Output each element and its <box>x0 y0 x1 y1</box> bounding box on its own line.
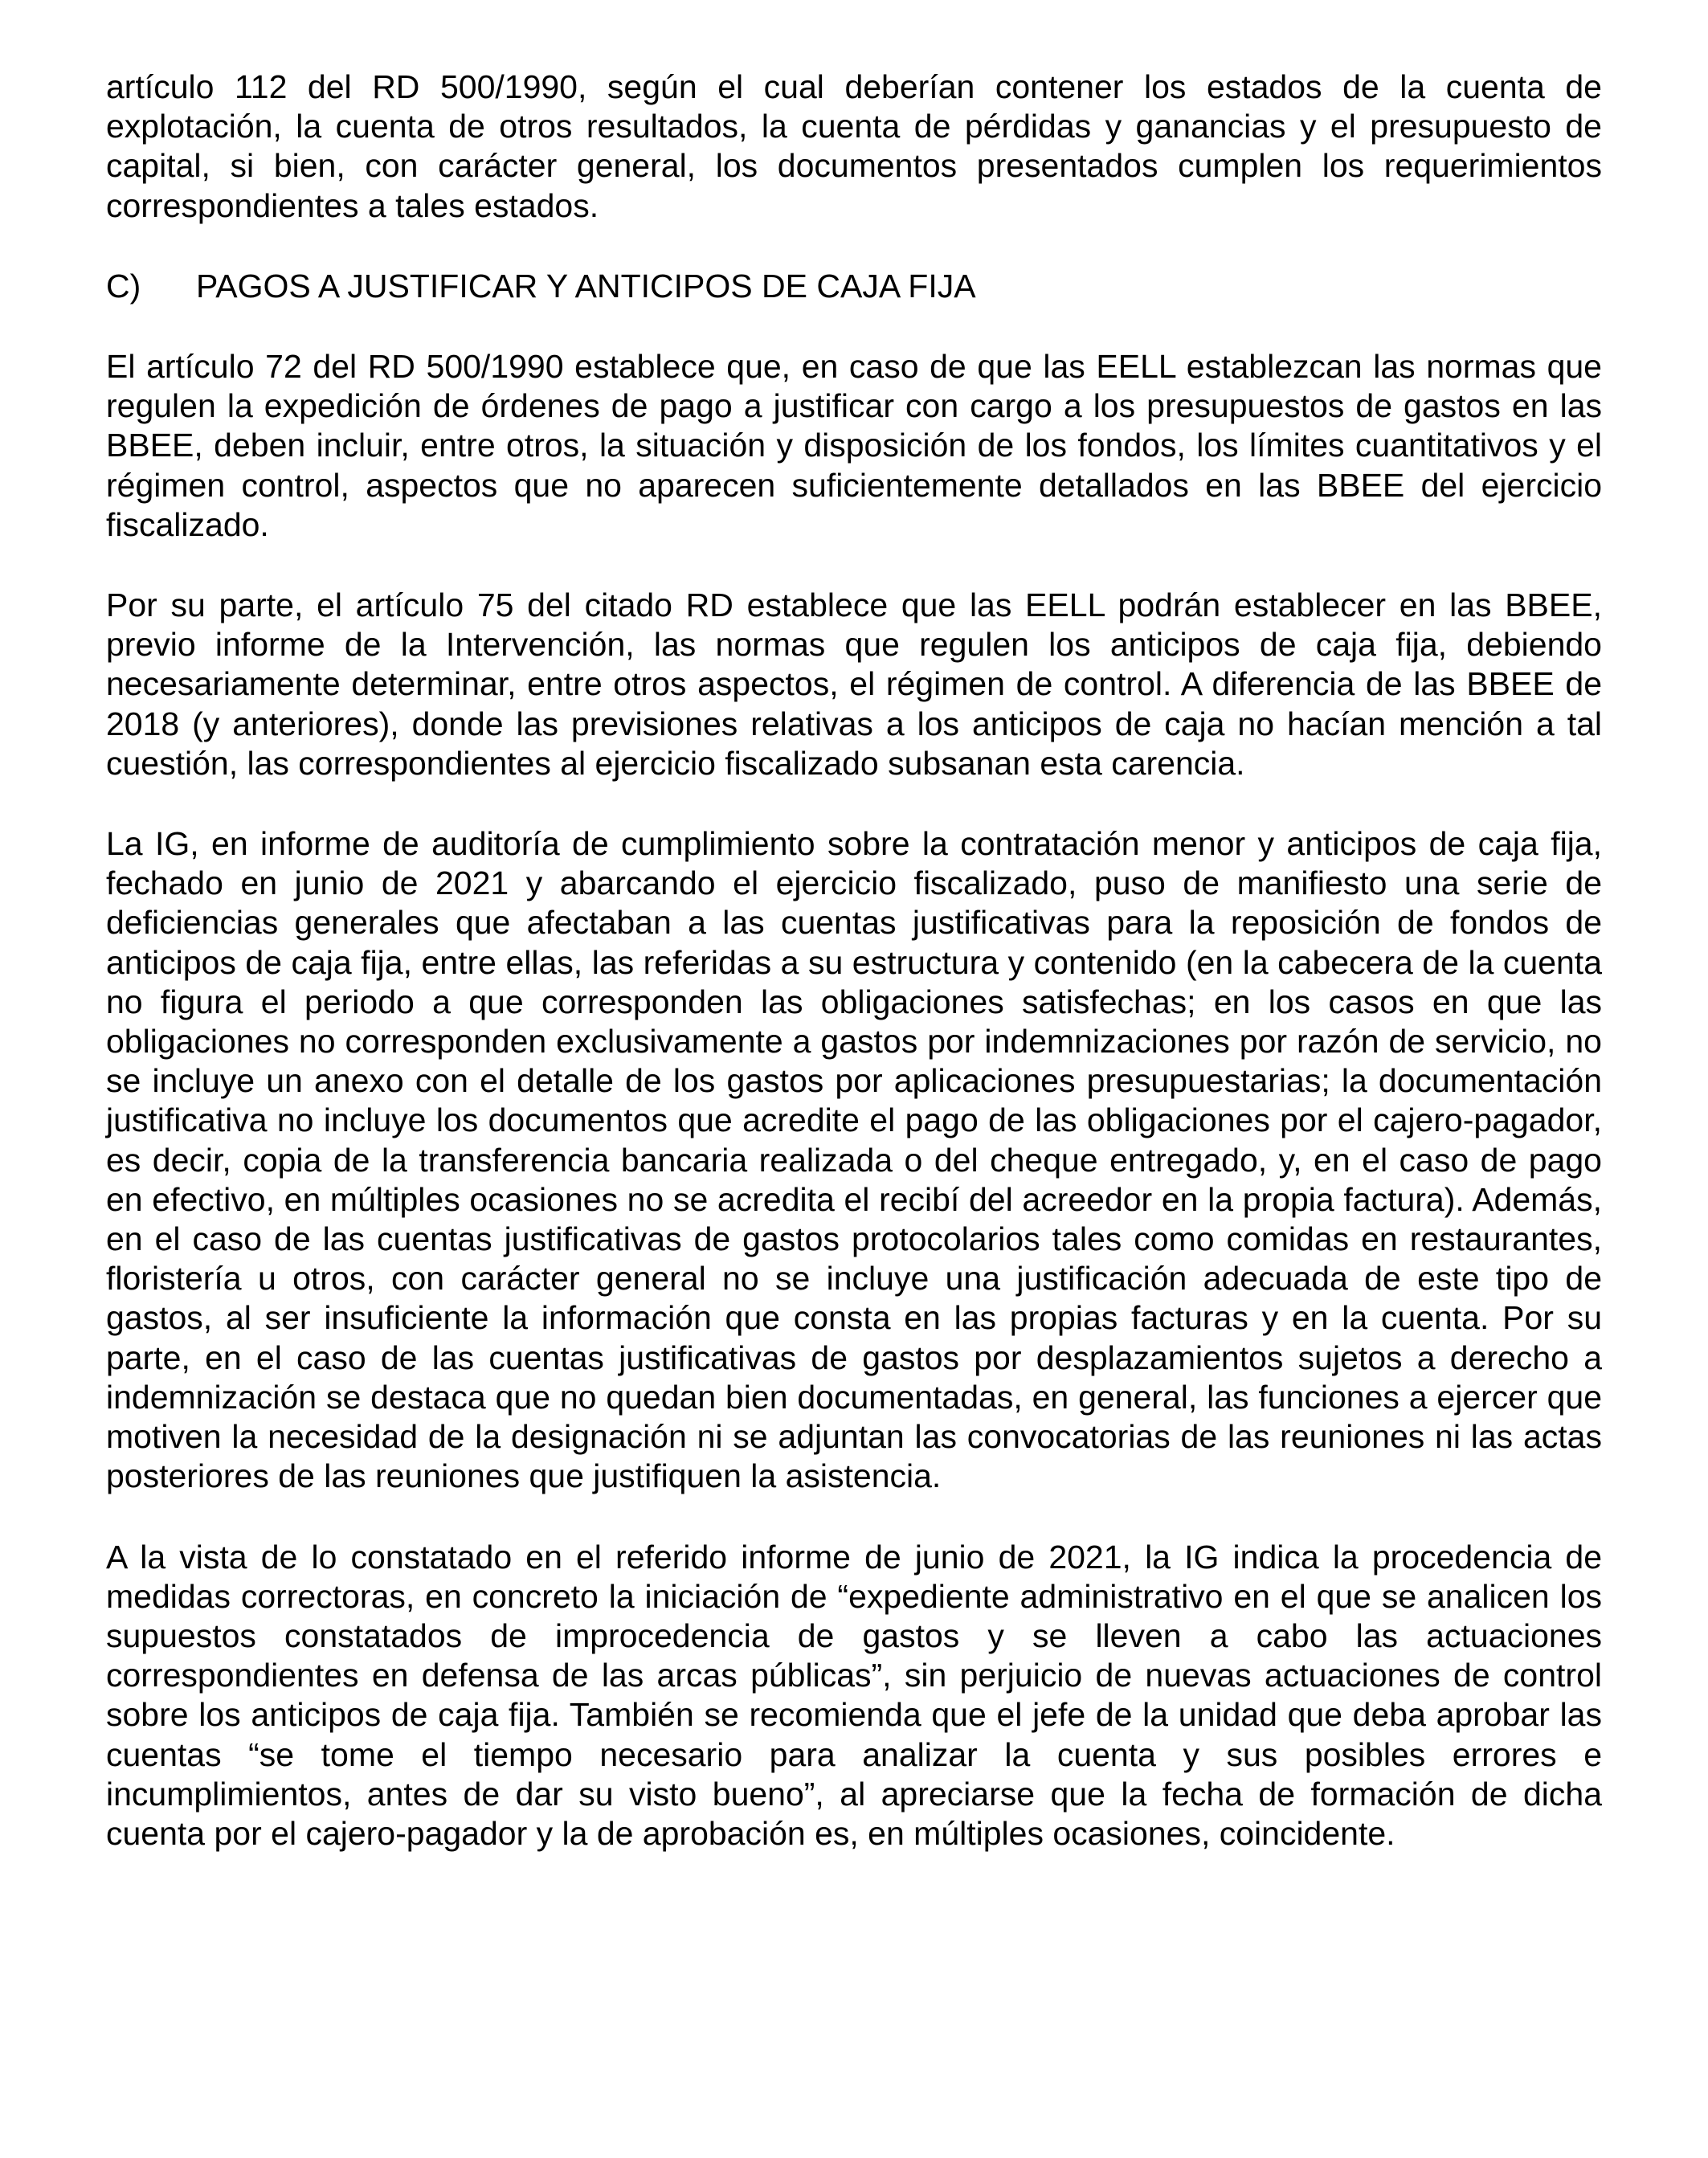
paragraph-ig-audit-report: La IG, en informe de auditoría de cumplimiento sobre la contratación menor y anticipos de caja fija, fechado en junio de 2021 y abarcando el ejercicio fiscalizado, puso de manifiesto una serie de deficiencias generales que afectaban a las cuentas justificativas para la reposición de fondos de anticipos de caja fija, entre ellas, las referidas a su estructura y contenido (en la cabecera de la cuenta no figura el periodo a que corresponden las obligaciones satisfechas; en los casos en que las obligaciones no corresponden exclusivamente a gastos por indemnizaciones por razón de servicio, no se incluye un anexo con el detalle de los gastos por aplicaciones presupuestarias; la documentación justificativa no incluye los documentos que acredite el pago de las obligaciones por el cajero-pagador, es decir, copia de la transferencia bancaria realizada o del cheque entregado, y, en el caso de pago en efectivo, en múltiples ocasiones no se acredita el recibí del acreedor en la propia factura). Además, en el caso de las cuentas justificativas de gastos protocolarios tales como comidas en restaurantes, floristería u otros, con carácter general no se incluye una justificación adecuada de este tipo de gastos, al ser insuficiente la información que consta en las propias facturas y en la cuenta. Por su parte, en el caso de las cuentas justificativas de gastos por desplazamientos sujetos a derecho a indemnización se destaca que no quedan bien documentadas, en general, las funciones a ejercer que motiven la necesidad de la designación ni se adjuntan las convocatorias de las reuniones ni las actas posteriores de las reuniones que justifiquen la asistencia. <box>106 825 1602 1495</box>
paragraph-article-72: El artículo 72 del RD 500/1990 establece que, en caso de que las EELL establezcan las normas que regulen la expedición de órdenes de pago a justificar con cargo a los presupuestos de gastos en las BBEE, deben incluir, entre otros, la situación y disposición de los fondos, los límites cuantitativos y el régimen control, aspectos que no aparecen suficientemente detallados en las BBEE del ejercicio fiscalizado. <box>106 348 1602 543</box>
section-heading <box>106 267 1602 306</box>
section-title: PAGOS A JUSTIFICAR Y ANTICIPOS DE CAJA FIJA <box>196 267 976 304</box>
document-page <box>106 67 1602 1894</box>
intro-paragraph: artículo 112 del RD 500/1990, según el cual deberían contener los estados de la cuenta de explotación, la cuenta de otros resultados, la cuenta de pérdidas y ganancias y el presupuesto de capital, si bien, con carácter general, los documentos presentados cumplen los requerimientos correspondientes a tales estados. <box>106 68 1602 224</box>
paragraph-corrective-measures: A la vista de lo constatado en el referido informe de junio de 2021, la IG indica la procedencia de medidas correctoras, en concreto la iniciación de “expediente administrativo en el que se analicen los supuestos constatados de improcedencia de gastos y se lleven a cabo las actuaciones correspondientes en defensa de las arcas públicas”, sin perjuicio de nuevas actuaciones de control sobre los anticipos de caja fija. También se recomienda que el jefe de la unidad que deba aprobar las cuentas “se tome el tiempo necesario para analizar la cuenta y sus posibles errores e incumplimientos, antes de dar su visto bueno”, al apreciarse que la fecha de formación de dicha cuenta por el cajero-pagador y la de aprobación es, en múltiples ocasiones, coincidente. <box>106 1538 1602 1852</box>
paragraph-article-75: Por su parte, el artículo 75 del citado RD establece que las EELL podrán establecer en las BBEE, previo informe de la Intervención, las normas que regulen los anticipos de caja fija, debiendo necesariamente determinar, entre otros aspectos, el régimen de control. A diferencia de las BBEE de 2018 (y anteriores), donde las previsiones relativas a los anticipos de caja no hacían mención a tal cuestión, las correspondientes al ejercicio fiscalizado subsanan esta carencia. <box>106 587 1602 782</box>
section-letter: C) <box>106 267 141 304</box>
